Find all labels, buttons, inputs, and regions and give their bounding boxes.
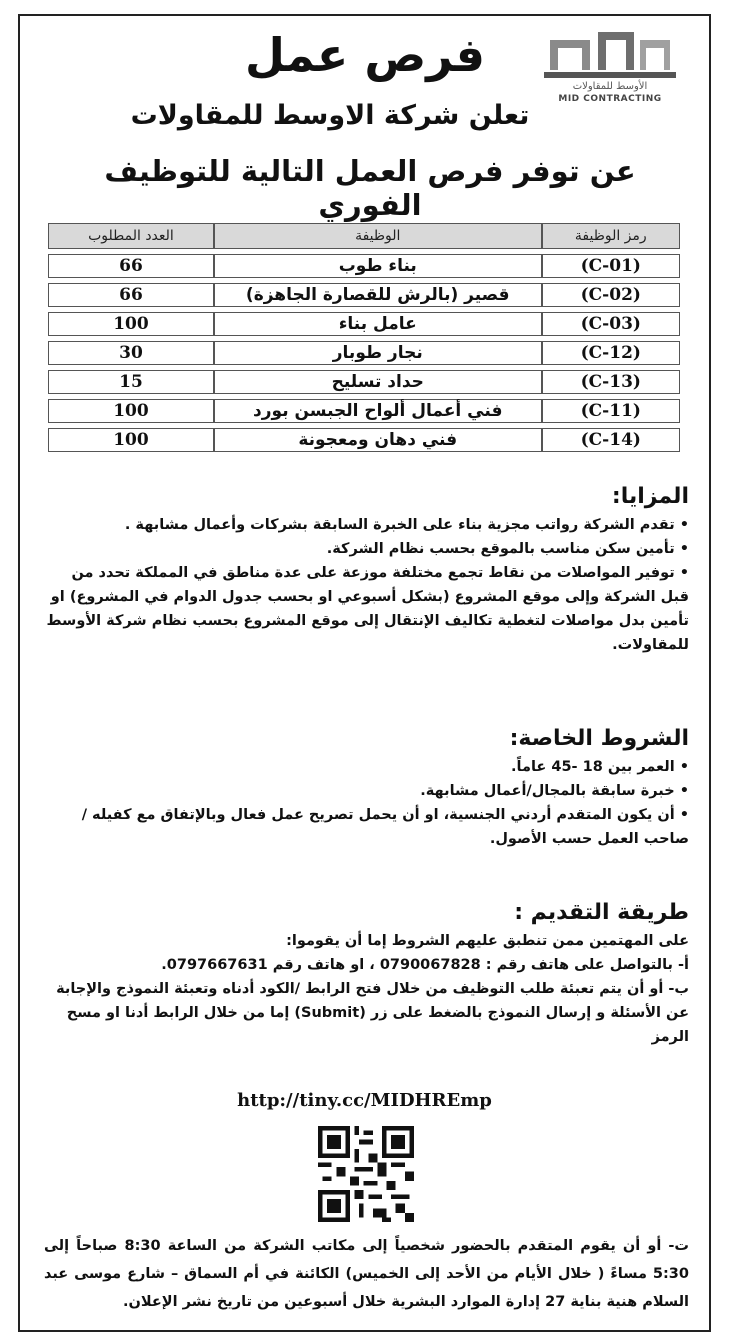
cell-code: (C-02) — [542, 283, 680, 307]
table-row — [48, 283, 680, 307]
cell-count: 66 — [48, 283, 214, 307]
cell-job: فني دهان ومعجونة — [214, 428, 542, 452]
apply-option-c: ت- أو أن يقوم المتقدم بالحضور شخصياً إلى مكاتب الشركة من الساعة 8:30 صباحاً إلى 5:30 مساءً ( خلال الأيام من الأحد إلى الخميس) الكائنة في أم السماق – شارع موسى عبد السلام هنية بناية 27 إدارة الموارد البشرية خلال أسبوعين من تاريخ نشر الإعلان. — [44, 1238, 689, 1310]
apply-option-a: أ- بالتواصل على هاتف رقم : 0790067828 ، او هاتف رقم 0797667631. — [161, 957, 689, 973]
logo-mark-icon — [540, 26, 680, 82]
logo-english-text: MID CONTRACTING — [558, 94, 662, 104]
cell-count: 100 — [48, 312, 214, 336]
cell-count: 66 — [48, 254, 214, 278]
cell-job: حداد تسليح — [214, 370, 542, 394]
benefit-item: • تقدم الشركة رواتب مجزية بناء على الخبرة السابقة بشركات وأعمال مشابهة . — [44, 513, 689, 537]
jobs-table — [48, 218, 680, 457]
cell-count: 30 — [48, 341, 214, 365]
cell-job: بناء طوب — [214, 254, 542, 278]
cell-job: عامل بناء — [214, 312, 542, 336]
apply-section — [44, 900, 689, 1049]
apply-intro: على المهتمين ممن تنطبق عليهم الشروط إما أن يقوموا: — [286, 933, 689, 949]
cell-code: (C-11) — [542, 399, 680, 423]
table-header-row — [48, 223, 680, 249]
cell-job: نجار طوبار — [214, 341, 542, 365]
logo-arabic-text: الأوسط للمقاولات — [572, 81, 648, 92]
application-link[interactable]: http://tiny.cc/MIDHREmp — [237, 1090, 492, 1111]
subtitle-announcement: عن توفر فرص العمل التالية للتوظيف الفوري — [104, 154, 636, 222]
cell-count: 100 — [48, 399, 214, 423]
cell-count: 100 — [48, 428, 214, 452]
table-row — [48, 370, 680, 394]
header-code: رمز الوظيفة — [542, 223, 680, 249]
table-row — [48, 254, 680, 278]
apply-option-b: ب- أو أن يتم تعبئة طلب التوظيف من خلال فتح الرابط /الكود أدناه وتعبئة النموذج والإجابة عن الأسئلة و إرسال النموذج بالضغط على زر (Submit) إما من خلال الرابط أدنا او مسح الرمز — [56, 981, 689, 1045]
benefit-item: • توفير المواصلات من نقاط تجمع مختلفة موزعة على عدة مناطق في المملكة تحدد من قبل الشركة وإلى موقع المشروع (بشكل أسبوعي او بحسب جدول الدوام في المشروع) او تأمين بدل مواصلات لتغطية تكاليف الإنتقال إلى موقع المشروع بحسب نظام شركة الأوسط للمقاولات. — [44, 561, 689, 657]
cell-code: (C-03) — [542, 312, 680, 336]
cell-count: 15 — [48, 370, 214, 394]
cell-code: (C-12) — [542, 341, 680, 365]
company-logo — [540, 26, 680, 110]
cell-code: (C-14) — [542, 428, 680, 452]
qr-code-icon[interactable] — [318, 1126, 414, 1222]
table-row — [48, 312, 680, 336]
cell-job: قصير (بالرش للقصارة الجاهزة) — [214, 283, 542, 307]
condition-item: • العمر بين 18 -45 عاماً. — [44, 755, 689, 779]
cell-code: (C-13) — [542, 370, 680, 394]
apply-heading: طريقة التقديم : — [514, 900, 689, 925]
conditions-section — [44, 726, 689, 851]
cell-job: فني أعمال ألواح الجبسن بورد — [214, 399, 542, 423]
table-row — [48, 341, 680, 365]
benefits-section — [44, 484, 689, 657]
benefits-heading: المزايا: — [611, 484, 689, 509]
header-count: العدد المطلوب — [48, 223, 214, 249]
table-row — [48, 428, 680, 452]
page-title: فرص عمل — [245, 28, 485, 82]
condition-item: • أن يكون المتقدم أردني الجنسية، او أن يحمل تصريح عمل فعال وبالإتفاق مع كفيله /صاحب العمل حسب الأصول. — [44, 803, 689, 851]
header-job: الوظيفة — [214, 223, 542, 249]
condition-item: • خبرة سابقة بالمجال/أعمال مشابهة. — [44, 779, 689, 803]
cell-code: (C-01) — [542, 254, 680, 278]
benefit-item: • تأمين سكن مناسب بالموقع بحسب نظام الشركة. — [44, 537, 689, 561]
table-row — [48, 399, 680, 423]
subtitle-company: تعلن شركة الاوسط للمقاولات — [130, 100, 530, 131]
conditions-heading: الشروط الخاصة: — [509, 726, 689, 751]
